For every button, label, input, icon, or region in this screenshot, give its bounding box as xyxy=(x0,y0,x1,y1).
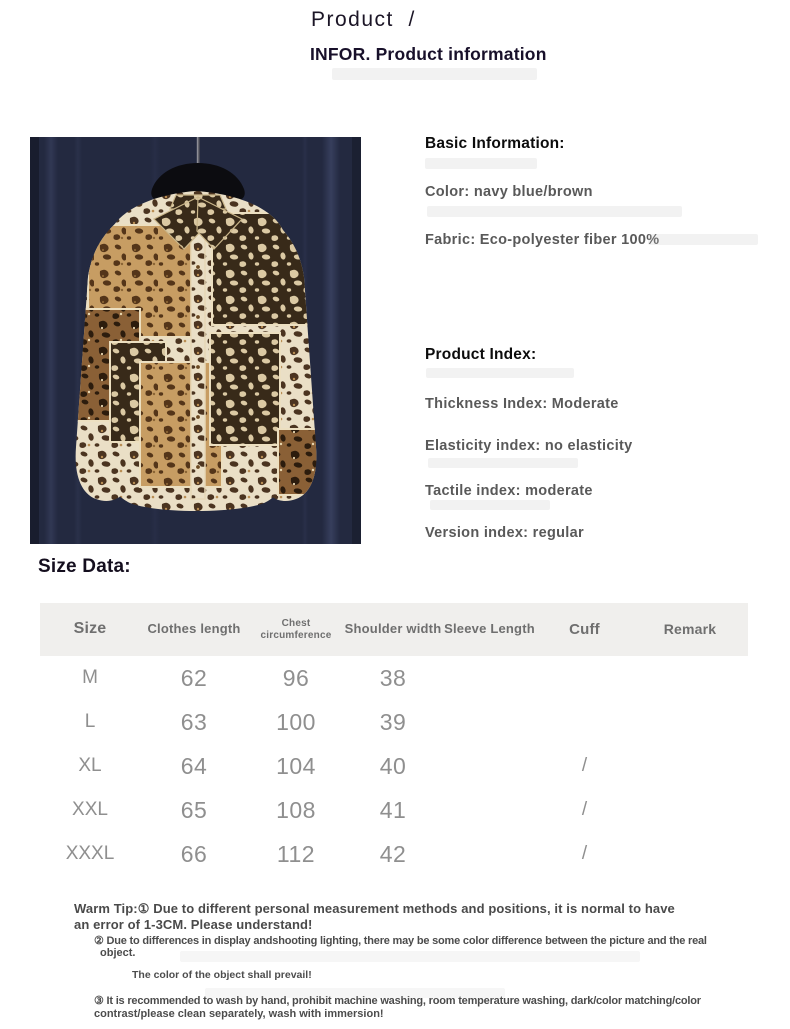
table-row xyxy=(40,700,748,744)
cell-clothes: 66 xyxy=(180,840,208,867)
render-artifact xyxy=(427,206,682,217)
size-table xyxy=(40,603,748,876)
cell-clothes: 65 xyxy=(180,796,208,823)
warm-tip-1-line-1: Warm Tip:① Due to different personal measurement methods and positions, it is normal to have xyxy=(74,901,675,916)
cell-size: XL xyxy=(78,755,102,776)
version-line: Version index: regular xyxy=(425,525,584,541)
render-artifact xyxy=(648,234,758,245)
cell-cuff: / xyxy=(581,755,588,776)
cell-clothes: 62 xyxy=(180,664,208,691)
render-artifact xyxy=(205,988,505,998)
render-artifact xyxy=(180,951,640,962)
render-artifact xyxy=(428,458,578,468)
cell-chest: 108 xyxy=(276,796,316,823)
table-row xyxy=(40,744,748,788)
col-header-chest: Chest circumference xyxy=(260,618,332,641)
thickness-line: Thickness Index: Moderate xyxy=(425,396,619,412)
col-header-size: Size xyxy=(73,620,107,638)
tactile-line: Tactile index: moderate xyxy=(425,483,593,499)
cell-shoulder: 40 xyxy=(379,752,407,779)
warm-tip-3-line-1: ③ It is recommended to wash by hand, prohibit machine washing, room temperature washing, dark/color matching/color xyxy=(94,995,701,1007)
warm-tip-3-line-2: contrast/please clean separately, wash with immersion! xyxy=(94,1008,384,1020)
table-row xyxy=(40,788,748,832)
table-row xyxy=(40,656,748,700)
cell-size: XXL xyxy=(72,799,108,820)
cell-cuff: / xyxy=(581,799,588,820)
cell-size: M xyxy=(82,667,98,688)
size-table-body xyxy=(40,656,748,876)
cell-chest: 96 xyxy=(282,664,310,691)
cell-cuff: / xyxy=(581,843,588,864)
size-table-header-row xyxy=(40,603,748,656)
color-line: Color: navy blue/brown xyxy=(425,184,593,200)
cell-size: L xyxy=(84,711,96,732)
col-header-clothes: Clothes length xyxy=(147,621,241,637)
render-artifact xyxy=(425,158,537,169)
render-artifact xyxy=(426,368,574,378)
table-row xyxy=(40,832,748,876)
cell-chest: 112 xyxy=(276,840,316,867)
col-header-remark: Remark xyxy=(663,621,717,638)
cell-chest: 104 xyxy=(276,752,316,779)
col-header-shoulder: Shoulder width xyxy=(344,621,442,637)
cell-shoulder: 38 xyxy=(379,664,407,691)
warm-tip-2-line-1: ② Due to differences in display andshooting lighting, there may be some color difference between the picture and the real xyxy=(94,935,707,947)
warm-tip-1-line-2: an error of 1-3CM. Please understand! xyxy=(74,917,313,932)
warm-tip-color-note: The color of the object shall prevail! xyxy=(132,969,312,981)
elasticity-line: Elasticity index: no elasticity xyxy=(425,438,633,454)
shirt-photo-graphic xyxy=(30,137,361,544)
render-artifact xyxy=(332,68,537,80)
product-info-section xyxy=(425,135,765,545)
cell-shoulder: 41 xyxy=(379,796,407,823)
render-artifact xyxy=(430,500,550,510)
product-index-heading: Product Index: xyxy=(425,346,537,363)
col-header-sleeve: Sleeve Length xyxy=(444,621,535,637)
basic-info-heading: Basic Information: xyxy=(425,135,565,152)
cell-shoulder: 42 xyxy=(379,840,407,867)
cell-clothes: 64 xyxy=(180,752,208,779)
cell-clothes: 63 xyxy=(180,708,208,735)
fabric-line: Fabric: Eco-polyester fiber 100% xyxy=(425,232,660,248)
product-photo xyxy=(30,137,361,544)
cell-size: XXXL xyxy=(65,843,115,864)
col-header-cuff: Cuff xyxy=(569,620,600,638)
size-data-heading: Size Data: xyxy=(38,556,131,577)
warm-tip-2-line-2: object. xyxy=(100,947,136,959)
page-title: INFOR. Product information xyxy=(310,44,547,64)
cell-shoulder: 39 xyxy=(379,708,407,735)
cell-chest: 100 xyxy=(276,708,316,735)
breadcrumb: Product / xyxy=(311,8,416,31)
